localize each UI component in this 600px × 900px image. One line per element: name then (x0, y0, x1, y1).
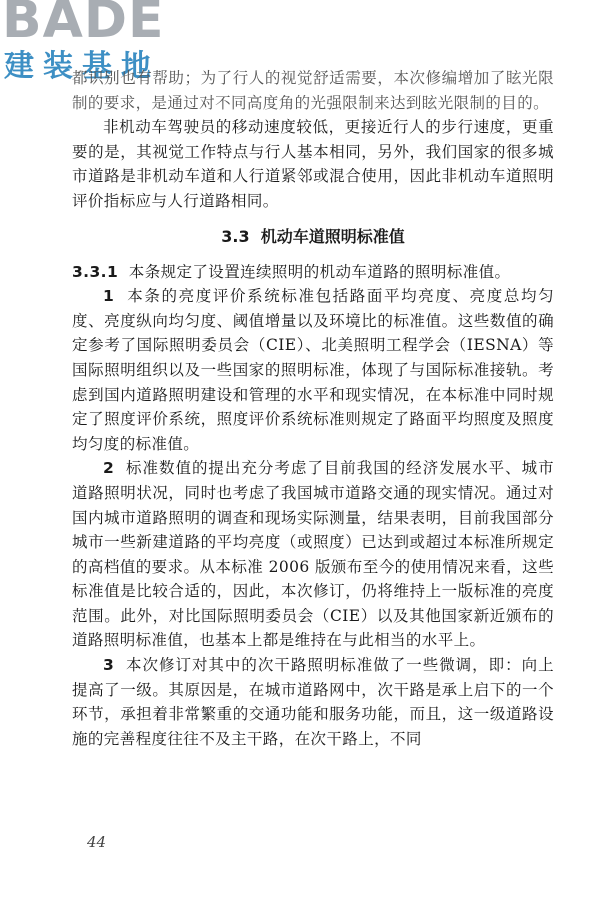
clause-text: 本条规定了设置连续照明的机动车道路的照明标准值。 (128, 262, 511, 281)
section-heading (72, 224, 554, 250)
item-2 (72, 456, 554, 653)
item-text: 本次修订对其中的次干路照明标准做了一些微调，即：向上提高了一级。其原因是，在城市道路网中，次干路是承上启下的一个环节，承担着非常繁重的交通功能和服务功能，而且，这一级道路设施的完善程度往往不及主干路，在次干路上，不同 (72, 656, 555, 748)
item-number: 2 (103, 459, 115, 478)
paragraph-nonmotor: 非机动车驾驶员的移动速度较低，更接近行人的步行速度，更重要的是，其视觉工作特点与行人基本相同，另外，我们国家的很多城市道路是非机动车道和人行道紧邻或混合使用，因此非机动车道照明评价指标应与人行道路相同。 (72, 118, 554, 210)
clause-3-3-1 (72, 260, 554, 285)
paragraph-text: 都识别也有帮助；为了行人的视觉舒适需要，本次修编增加了眩光限制的要求，是通过对不同高度角的光强限制来达到眩光限制的目的。 (72, 69, 554, 112)
page-number: 44 (87, 833, 107, 851)
logo-wordmark: BADE (2, 0, 165, 50)
item-number: 1 (103, 287, 115, 306)
section-number: 3.3 (221, 226, 250, 246)
item-text: 标准数值的提出充分考虑了目前我国的经济发展水平、城市道路照明状况，同时也考虑了我国城市道路交通的现实情况。通过对国内城市道路照明的调查和现场实际测量，结果表明，目前我国部分城市一些新建道路的平均亮度（或照度）已达到或超过本标准所规定的高档值的要求。从本标准 2006 版颁布至今的使用情况来看，这些标准值是比较合适的，因此，本次修订，仍将维持上一版标准的亮度范围。此外，对比国际照明委员会（CIE）以及其他国家新近颁布的道路照明标准值，也基本上都是维持在与此相当的水平上。 (72, 459, 555, 650)
item-3 (72, 653, 554, 751)
item-text: 本条的亮度评价系统标准包括路面平均亮度、亮度总均匀度、亮度纵向均匀度、阈值增量以及环境比的标准值。这些数值的确定参考了国际照明委员会（CIE）、北美照明工程学会（IESNA）等国际照明组织以及一些国家的照明标准，体现了与国际标准接轨。考虑到国内道路照明建设和管理的水平和现实情况，在本标准中同时规定了照度评价系统，照度评价系统标准则规定了路面平均照度及照度均匀度的标准值。 (72, 287, 554, 453)
item-1 (72, 284, 554, 456)
paragraph-continuation (72, 66, 554, 115)
logo-subtitle: 建装基地 (4, 49, 160, 84)
page-body (72, 66, 554, 751)
item-number: 3 (103, 656, 115, 675)
clause-number: 3.3.1 (72, 262, 119, 281)
section-title: 机动车道照明标准值 (260, 226, 405, 246)
